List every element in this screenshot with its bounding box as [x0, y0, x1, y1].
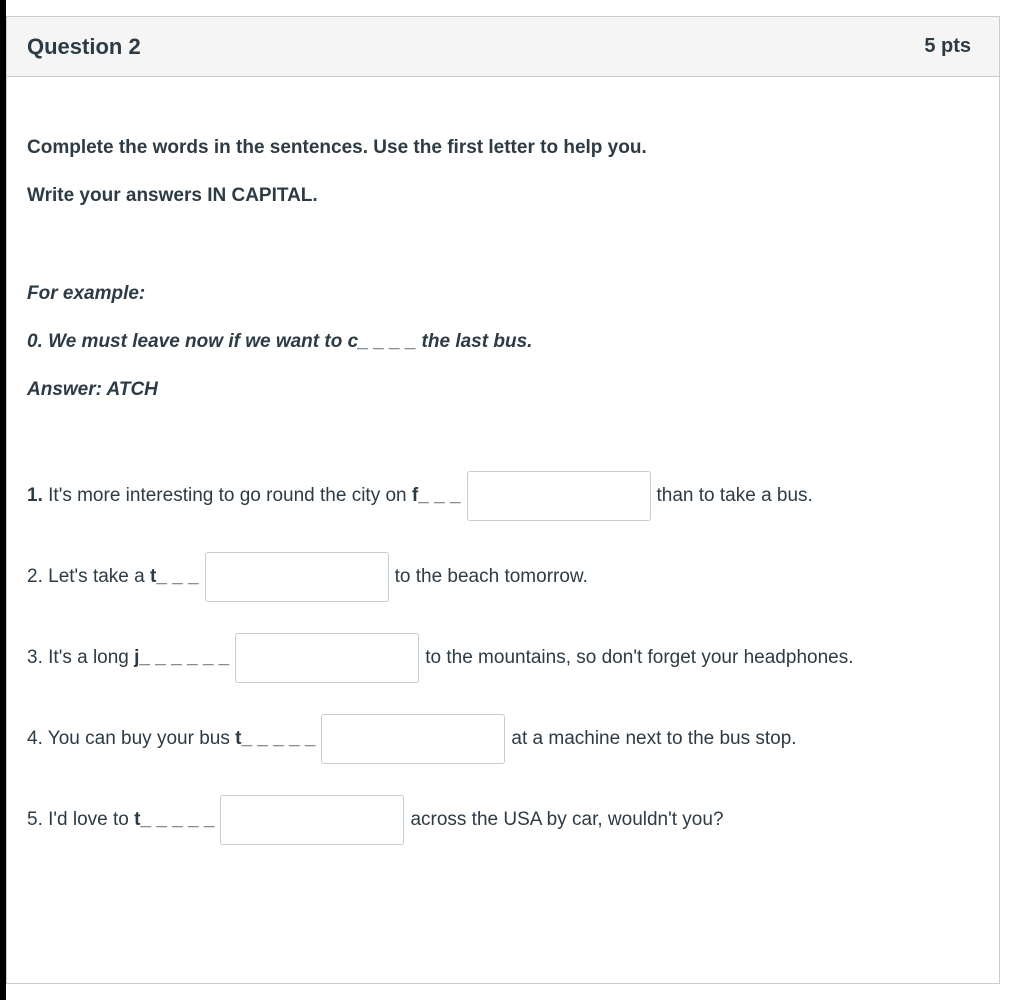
item-number: 3. [27, 647, 43, 668]
item-text-after: than to take a bus. [656, 485, 813, 506]
item-number: 2. [27, 566, 43, 587]
item-blank-hint: t_ _ _ [150, 566, 199, 587]
answer-input-3[interactable] [235, 633, 419, 683]
item-number: 1. [27, 485, 43, 506]
item-blank-hint: f_ _ _ [411, 485, 461, 506]
item-number: 5. [27, 809, 43, 830]
item-text-after: to the beach tomorrow. [394, 566, 588, 587]
question-header [7, 17, 999, 77]
item-number: 4. [27, 728, 43, 749]
answer-input-1[interactable] [467, 471, 651, 521]
item-text-before: I'd love to [42, 809, 135, 830]
item-text-after: at a machine next to the bus stop. [511, 728, 797, 749]
answer-input-2[interactable] [205, 552, 389, 602]
item-text-before: Let's take a [42, 566, 150, 587]
item-blank-hint: t_ _ _ _ _ [235, 728, 316, 749]
example-heading: For example: [27, 283, 146, 304]
question-item-2 [27, 552, 588, 602]
example-sentence: 0. We must leave now if we want to c_ _ _ _ the last bus. [27, 331, 533, 352]
item-blank-hint: j_ _ _ _ _ _ [134, 647, 230, 668]
item-text-before: It's more interesting to go round the city on [42, 485, 412, 506]
question-title: Question 2 [27, 33, 141, 59]
question-item-5 [27, 795, 724, 845]
question-points: 5 pts [924, 35, 971, 57]
instruction-line-1: Complete the words in the sentences. Use the first letter to help you. [27, 137, 647, 158]
question-card [6, 16, 1000, 984]
question-item-3 [27, 633, 854, 683]
item-text-after: to the mountains, so don't forget your headphones. [425, 647, 854, 668]
question-item-4 [27, 714, 797, 764]
item-blank-hint: t_ _ _ _ _ [134, 809, 215, 830]
item-text-before: You can buy your bus [42, 728, 236, 749]
question-item-1 [27, 471, 813, 521]
answer-input-5[interactable] [220, 795, 404, 845]
example-answer: Answer: ATCH [27, 379, 158, 400]
answer-input-4[interactable] [321, 714, 505, 764]
item-text-before: It's a long [42, 647, 135, 668]
item-text-after: across the USA by car, wouldn't you? [410, 809, 724, 830]
instruction-line-2: Write your answers IN CAPITAL. [27, 185, 318, 206]
